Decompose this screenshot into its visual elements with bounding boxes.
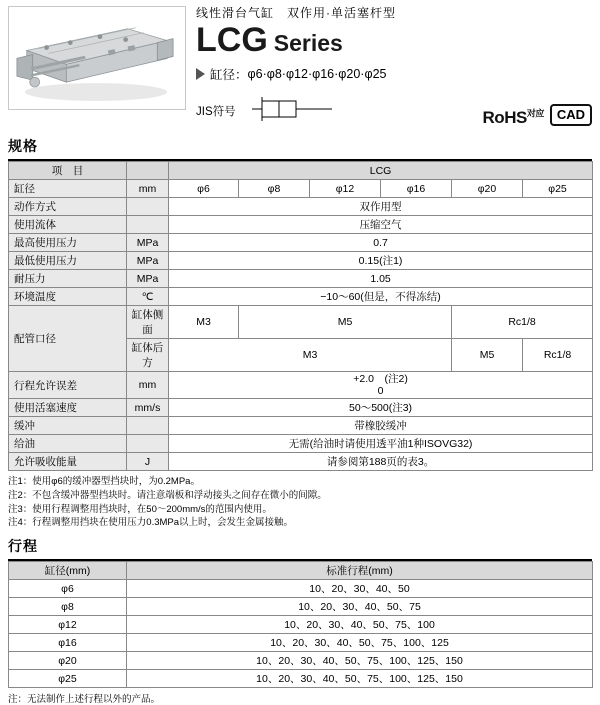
header-title [196, 23, 592, 59]
table-row [9, 399, 593, 417]
stroke-bore: φ20 [9, 652, 127, 670]
spec-cell: 带橡胶缓冲 [169, 417, 593, 435]
spec-row-label: 给油 [9, 435, 127, 453]
stroke-col-standard: 标准行程(mm) [127, 562, 593, 580]
table-row [9, 453, 593, 471]
badge-group [483, 104, 592, 126]
stroke-table [8, 561, 593, 688]
stroke-section-title: 行程 [8, 538, 38, 555]
spec-row-label: 行程允许误差 [9, 372, 127, 399]
spec-row-label: 缓冲 [9, 417, 127, 435]
rohs-badge-sup: 对应 [526, 108, 544, 119]
spec-note: 注3：使用行程调整用挡块时，在50～200mm/s的范围内使用。 [8, 503, 272, 515]
spec-cell: φ20 [452, 180, 523, 198]
header-title-main: LCG [196, 21, 268, 59]
spec-note: 注1：使用φ6的缓冲器型挡块时，为0.2MPa。 [8, 476, 200, 487]
spec-table [8, 161, 593, 471]
spec-row-unit [127, 417, 169, 435]
spec-cell: φ12 [310, 180, 381, 198]
header-subtitle: 线性滑台气缸 双作用·单活塞杆型 [196, 6, 396, 20]
stroke-values: 10、20、30、40、50、75 [127, 598, 593, 616]
spec-cell: 1.05 [169, 270, 593, 288]
spec-cell: 无需(给油时请使用透平油1种ISOVG32) [169, 435, 593, 453]
spec-cell: M5 [239, 306, 452, 339]
table-row [9, 234, 593, 252]
spec-row-label: 耐压力 [9, 270, 127, 288]
triangle-bullet-icon [196, 68, 205, 80]
table-row [9, 435, 593, 453]
table-row [9, 372, 593, 399]
spec-cell: 50～500(注3) [169, 399, 593, 417]
stroke-values: 10、20、30、40、50 [127, 580, 593, 598]
spec-note: 注4：行程调整用挡块在使用压力0.3MPa以上时，会发生金属接触。 [8, 517, 294, 529]
stroke-foot-note: 注：无法制作上述行程以外的产品。 [8, 694, 161, 705]
table-row [9, 580, 593, 598]
spec-row-unit: mm [127, 180, 169, 198]
stroke-section [0, 536, 600, 705]
product-photo [8, 6, 186, 110]
header-title-series: Series [273, 30, 343, 56]
spec-row-unit: J [127, 453, 169, 471]
table-row [9, 562, 593, 580]
spec-row-label: 缸径 [9, 180, 127, 198]
spec-row-unit [127, 435, 169, 453]
spec-cell: 0.7 [169, 234, 593, 252]
spec-cell: Rc1/8 [452, 306, 593, 339]
spec-row-unit: MPa [127, 234, 169, 252]
spec-col-model: LCG [169, 162, 593, 180]
table-row [9, 652, 593, 670]
spec-row-label: 最低使用压力 [9, 252, 127, 270]
stroke-bore: φ8 [9, 598, 127, 616]
spec-row-label: 使用活塞速度 [9, 399, 127, 417]
spec-row-label: 使用流体 [9, 216, 127, 234]
spec-port-sub: 缸体侧面 [127, 306, 169, 339]
spec-row-label: 最高使用压力 [9, 234, 127, 252]
tolerance-lower: 0 [377, 385, 384, 397]
spec-cell: 压缩空气 [169, 216, 593, 234]
spec-row-unit [127, 216, 169, 234]
spec-cell: φ8 [239, 180, 310, 198]
spec-port-sub: 缸体后方 [127, 339, 169, 372]
stroke-bore: φ6 [9, 580, 127, 598]
tolerance-upper: +2.0 (注2) [353, 373, 408, 385]
spec-cell: φ6 [169, 180, 239, 198]
spec-notes [8, 475, 592, 530]
spec-row-unit: ℃ [127, 288, 169, 306]
jis-symbol-diagram [246, 95, 342, 127]
table-row [9, 634, 593, 652]
spec-note: 注2：不包含缓冲器型挡块时。请注意端板和浮动接头之间存在微小的间隙。 [8, 489, 327, 501]
table-row [9, 306, 593, 339]
table-row [9, 417, 593, 435]
spec-row-label: 环境温度 [9, 288, 127, 306]
spec-cell: 双作用型 [169, 198, 593, 216]
table-row [9, 216, 593, 234]
spec-cell: 0.15(注1) [169, 252, 593, 270]
spec-row-unit [127, 198, 169, 216]
stroke-values: 10、20、30、40、50、75、100 [127, 616, 593, 634]
product-photo-image [9, 7, 185, 110]
spec-row-label: 允许吸收能量 [9, 453, 127, 471]
table-row [9, 670, 593, 688]
rohs-badge: RoHS$^{对应}$ [482, 108, 544, 127]
table-row [9, 598, 593, 616]
spec-cell: M3 [169, 339, 452, 372]
bore-label: 缸径： [210, 67, 248, 82]
page-header [0, 0, 600, 132]
spec-row-unit: MPa [127, 252, 169, 270]
table-row [9, 270, 593, 288]
spec-row-unit: MPa [127, 270, 169, 288]
stroke-bore: φ25 [9, 670, 127, 688]
jis-symbol-icon [246, 95, 342, 127]
stroke-bore: φ12 [9, 616, 127, 634]
stroke-values: 10、20、30、40、50、75、100、125 [127, 634, 593, 652]
spec-cell: 请参阅第188页的表3。 [169, 453, 593, 471]
spec-cell: M3 [169, 306, 239, 339]
spec-row-label: 动作方式 [9, 198, 127, 216]
spec-row-unit: mm/s [127, 399, 169, 417]
spec-cell-tolerance [169, 372, 593, 399]
header-bore-line [196, 65, 592, 83]
table-row [9, 616, 593, 634]
bore-values: φ6·φ8·φ12·φ16·φ20·φ25 [247, 66, 387, 81]
jis-label: JIS符号 [196, 105, 236, 118]
stroke-col-bore: 缸径(mm) [9, 562, 127, 580]
spec-cell: −10～60(但是，不得冻结) [169, 288, 593, 306]
spec-col-item: 项 目 [9, 162, 127, 180]
table-row [9, 252, 593, 270]
spec-cell: M5 [452, 339, 523, 372]
spec-row-unit: mm [127, 372, 169, 399]
table-row [9, 180, 593, 198]
spec-cell: φ25 [523, 180, 593, 198]
spec-row-label-port: 配管口径 [9, 306, 127, 372]
stroke-bore: φ16 [9, 634, 127, 652]
spec-section-title: 规格 [8, 138, 38, 154]
spec-cell: φ16 [381, 180, 452, 198]
stroke-values: 10、20、30、40、50、75、100、125、150 [127, 652, 593, 670]
table-row [9, 288, 593, 306]
stroke-values: 10、20、30、40、50、75、100、125、150 [127, 670, 593, 688]
cad-badge: CAD [550, 104, 592, 126]
spec-col-unit [127, 162, 169, 180]
spec-cell: Rc1/8 [523, 339, 593, 372]
table-row [9, 198, 593, 216]
table-row [9, 162, 593, 180]
